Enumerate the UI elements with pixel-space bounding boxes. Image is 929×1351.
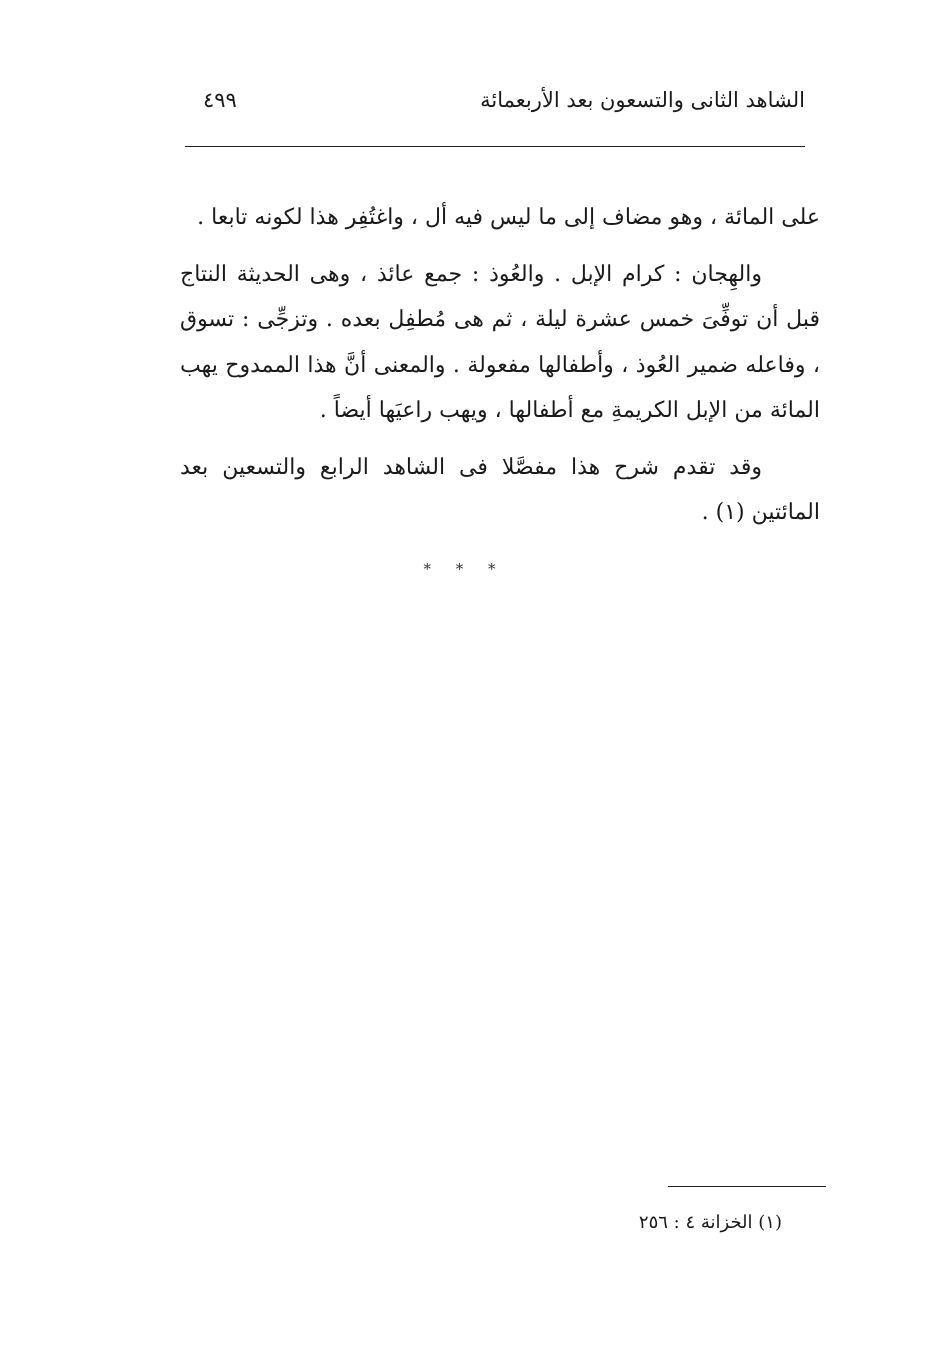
page-header [185,88,805,128]
header-divider [185,146,805,147]
footnote: (١) الخزانة ٤ : ٢٥٦ [638,1212,782,1233]
body-text [180,195,820,547]
section-separator: * * * [423,560,506,578]
footnote-divider [668,1186,826,1187]
running-title: الشاهد الثانى والتسعون بعد الأربعمائة [480,88,805,112]
paragraph-1: على المائة ، وهو مضاف إلى ما ليس فيه أل ، واغتُفِر هذا لكونه تابعا . [197,205,820,230]
page-number: ٤٩٩ [203,88,237,112]
paragraph-2: والهِجان : كرام الإبل . والعُوذ : جمع عائذ ، وهى الحديثة النتاج قبل أن توفِّىَ خمس عشرة ليلة ، ثم هى مُطفِل بعده . وتزجِّى : تسوق ، وفاعله ضمير العُوذ ، وأطفالها مفعولة . والمعنى أنَّ هذا الممدوح يهب المائة من الإبل الكريمةِ مع أطفالها ، ويهب راعيَها أيضاً . [180,261,820,423]
paragraph-3: وقد تقدم شرح هذا مفصَّلا فى الشاهد الرابع والتسعين بعد المائتين (١) . [180,454,820,525]
